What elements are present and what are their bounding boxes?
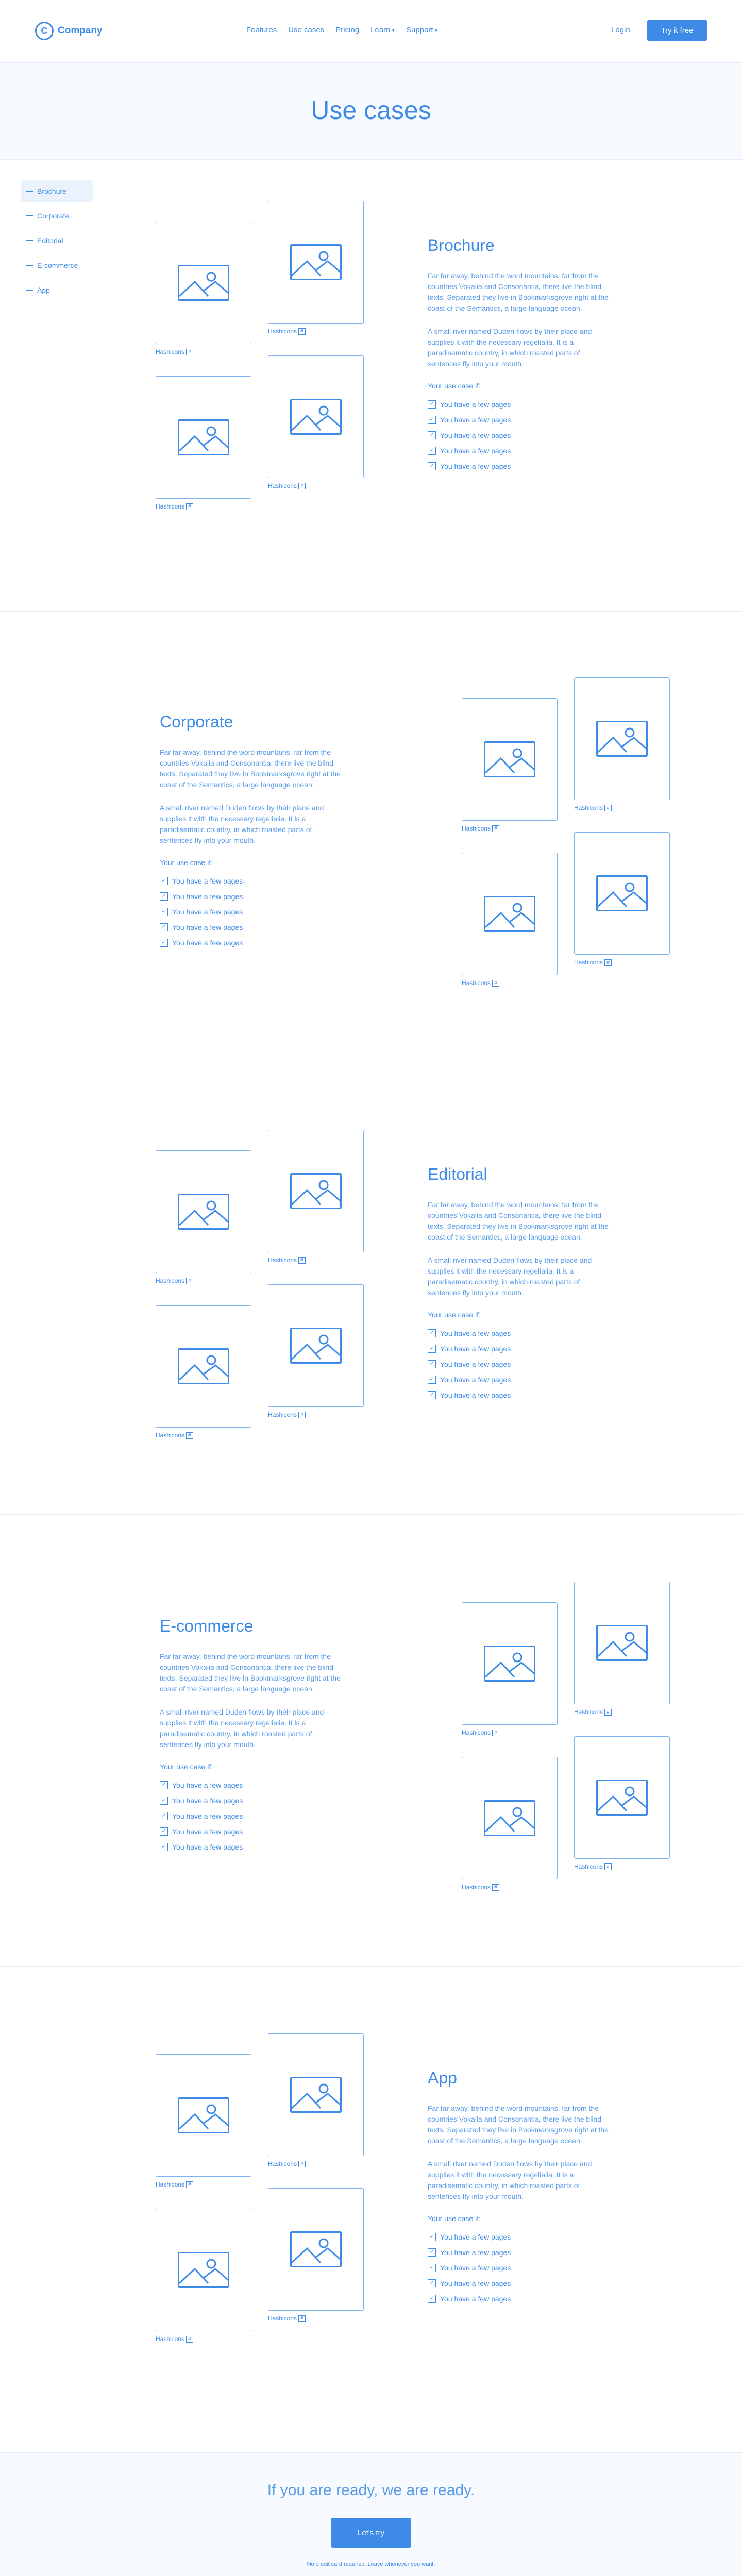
section-text <box>160 1617 345 1858</box>
section-title: Brochure <box>428 236 495 255</box>
hashicons-icon: # <box>492 1884 499 1891</box>
caption-label: Hashicons <box>574 1863 603 1870</box>
feature-label: You have a few pages <box>440 2279 511 2287</box>
image-placeholder <box>462 853 558 975</box>
check-icon: ✓ <box>160 1843 168 1851</box>
feature-label: You have a few pages <box>172 908 243 916</box>
section-paragraph: A small river named Duden flows by their place and supplies it with the necessary regelialia. It is a paradisematic country, in which roasted parts of sentences fly into your mouth. <box>428 2160 592 2200</box>
section-paragraph: A small river named Duden flows by their place and supplies it with the necessary regelialia. It is a paradisematic country, in which roasted parts of sentences fly into your mouth. <box>160 804 324 844</box>
sidebar-item-label: Brochure <box>37 187 66 195</box>
sidebar-item-label: App <box>37 286 50 294</box>
caption-label: Hashicons <box>268 1257 297 1264</box>
image-placeholder <box>156 376 251 499</box>
feature-item <box>428 2248 613 2257</box>
section-corporate <box>0 611 742 1062</box>
check-icon: ✓ <box>428 2295 436 2303</box>
nav-pricing[interactable]: Pricing <box>335 26 360 35</box>
image-caption <box>156 2181 193 2188</box>
feature-label: You have a few pages <box>172 1843 243 1851</box>
caption-label: Hashicons <box>268 2315 297 2322</box>
section-paragraph: Far far away, behind the word mountains, far from the countries Vokalia and Consonantia, there live the blind texts. Separated they live in Bookmarksgrove right at the coast of the Semantics, a large language ocean. <box>160 748 341 789</box>
caption-label: Hashicons <box>156 1432 185 1439</box>
caption-label: Hashicons <box>156 503 185 510</box>
cta-note: No credit card required. Leave whenever you want. <box>307 2561 435 2567</box>
section-paragraph: Far far away, behind the word mountains, far from the countries Vokalia and Consonantia, there live the blind texts. Separated they live in Bookmarksgrove right at the coast of the Semantics, a large language ocean. <box>160 1652 341 1693</box>
feature-label: You have a few pages <box>440 1376 511 1384</box>
caption-label: Hashicons <box>574 1708 603 1716</box>
feature-item <box>428 1345 613 1353</box>
section-paragraph: Far far away, behind the word mountains, far from the countries Vokalia and Consonantia, there live the blind texts. Separated they live in Bookmarksgrove right at the coast of the Semantics, a large language ocean. <box>428 2104 609 2145</box>
check-icon: ✓ <box>160 877 168 885</box>
feature-label: You have a few pages <box>440 2233 511 2241</box>
section-app <box>0 1967 742 2418</box>
section-text <box>428 1165 613 1406</box>
feature-label: You have a few pages <box>172 877 243 885</box>
image-placeholder <box>156 2209 251 2331</box>
check-icon: ✓ <box>428 1345 436 1353</box>
feature-item <box>428 2279 613 2287</box>
caption-label: Hashicons <box>462 1884 491 1891</box>
feature-item <box>160 877 345 885</box>
image-icon <box>290 1328 342 1364</box>
image-placeholder <box>268 201 364 324</box>
check-icon: ✓ <box>428 2279 436 2287</box>
check-icon: ✓ <box>428 1360 436 1368</box>
check-icon: ✓ <box>160 892 168 901</box>
section-text <box>428 236 613 478</box>
feature-label: You have a few pages <box>440 462 511 470</box>
feature-item <box>428 1376 613 1384</box>
image-caption <box>574 959 612 966</box>
check-icon: ✓ <box>428 1391 436 1399</box>
image-icon <box>290 2077 342 2113</box>
feature-item <box>428 2233 613 2241</box>
nav-use-cases[interactable]: Use cases <box>288 26 325 35</box>
caption-label: Hashicons <box>268 2160 297 2167</box>
section-brochure <box>0 160 742 612</box>
caption-label: Hashicons <box>268 328 297 335</box>
feature-label: You have a few pages <box>172 892 243 901</box>
nav-support[interactable]: Support ▾ <box>406 26 437 35</box>
feature-item <box>160 1812 345 1820</box>
check-icon: ✓ <box>428 2233 436 2241</box>
image-icon <box>290 2231 342 2267</box>
check-icon: ✓ <box>428 2264 436 2272</box>
check-icon: ✓ <box>160 1781 168 1789</box>
caption-label: Hashicons <box>156 2181 185 2188</box>
use-case-label: Your use case if: <box>160 1762 213 1771</box>
hashicons-icon: # <box>492 825 499 832</box>
image-caption <box>462 1884 499 1891</box>
nav-features[interactable]: Features <box>246 26 277 35</box>
image-caption <box>268 482 306 489</box>
feature-item <box>160 939 345 947</box>
hashicons-icon: # <box>604 805 612 811</box>
check-icon: ✓ <box>160 1797 168 1805</box>
sidebar-item-label: Editorial <box>37 236 63 245</box>
section-title: E-commerce <box>160 1617 254 1635</box>
image-caption <box>462 1729 499 1736</box>
page-title: Use cases <box>311 96 431 125</box>
login-link[interactable]: Login <box>611 26 630 35</box>
feature-item <box>428 462 613 470</box>
image-placeholder <box>268 355 364 478</box>
feature-item <box>428 431 613 439</box>
check-icon: ✓ <box>160 923 168 931</box>
image-placeholder <box>462 1757 558 1879</box>
section-title: App <box>428 2069 457 2087</box>
feature-item <box>428 447 613 455</box>
hashicons-icon: # <box>492 980 499 987</box>
image-icon <box>178 1348 229 1384</box>
image-icon <box>178 419 229 455</box>
feature-item <box>160 1797 345 1805</box>
image-placeholder <box>574 1582 670 1704</box>
image-caption <box>574 1708 612 1716</box>
image-placeholder <box>268 2033 364 2156</box>
caption-label: Hashicons <box>268 482 297 489</box>
image-placeholder <box>156 2054 251 2177</box>
feature-item <box>160 1781 345 1789</box>
hashicons-icon: # <box>604 959 612 966</box>
caption-label: Hashicons <box>268 1411 297 1418</box>
feature-label: You have a few pages <box>172 1812 243 1820</box>
hashicons-icon: # <box>492 1730 499 1736</box>
check-icon: ✓ <box>160 939 168 947</box>
feature-label: You have a few pages <box>440 1329 511 1337</box>
brand-name: Company <box>58 25 103 36</box>
image-icon <box>178 1194 229 1230</box>
image-caption <box>156 2335 193 2343</box>
feature-item <box>160 908 345 916</box>
check-icon: ✓ <box>428 2248 436 2257</box>
feature-label: You have a few pages <box>172 923 243 931</box>
feature-item <box>428 400 613 409</box>
feature-label: You have a few pages <box>172 1827 243 1836</box>
hashicons-icon: # <box>186 1278 193 1284</box>
feature-label: You have a few pages <box>440 2295 511 2303</box>
check-icon: ✓ <box>428 416 436 424</box>
feature-label: You have a few pages <box>172 939 243 947</box>
section-paragraph: Far far away, behind the word mountains, far from the countries Vokalia and Consonantia, there live the blind texts. Separated they live in Bookmarksgrove right at the coast of the Semantics, a large language ocean. <box>428 272 609 312</box>
check-icon: ✓ <box>428 1376 436 1384</box>
hashicons-icon: # <box>186 2336 193 2343</box>
hero <box>0 63 742 160</box>
lets-try-button[interactable]: Let's try <box>331 2518 411 2548</box>
check-icon: ✓ <box>160 1812 168 1820</box>
hashicons-icon: # <box>298 1257 306 1264</box>
logo-icon: C <box>35 22 54 40</box>
feature-item <box>428 2264 613 2272</box>
section-paragraph: A small river named Duden flows by their place and supplies it with the necessary regelialia. It is a paradisematic country, in which roasted parts of sentences fly into your mouth. <box>428 327 592 368</box>
feature-label: You have a few pages <box>440 1345 511 1353</box>
feature-label: You have a few pages <box>440 416 511 424</box>
hashicons-icon: # <box>298 2161 306 2167</box>
feature-label: You have a few pages <box>172 1797 243 1805</box>
feature-label: You have a few pages <box>172 1781 243 1789</box>
cta-section <box>0 2452 742 2576</box>
image-caption <box>268 2315 306 2322</box>
image-caption <box>462 979 499 987</box>
image-placeholder <box>156 1150 251 1273</box>
section-paragraph: Far far away, behind the word mountains, far from the countries Vokalia and Consonantia, there live the blind texts. Separated they live in Bookmarksgrove right at the coast of the Semantics, a large language ocean. <box>428 1200 609 1241</box>
hashicons-icon: # <box>604 1709 612 1716</box>
logo[interactable] <box>35 22 103 40</box>
check-icon: ✓ <box>428 462 436 470</box>
hashicons-icon: # <box>186 1432 193 1439</box>
check-icon: ✓ <box>428 1329 436 1337</box>
feature-item <box>160 892 345 901</box>
hashicons-icon: # <box>298 2315 306 2322</box>
caption-label: Hashicons <box>574 804 603 811</box>
image-placeholder <box>574 677 670 800</box>
sidebar-item-label: Corporate <box>37 212 70 220</box>
section-ecommerce <box>0 1515 742 1967</box>
image-placeholder <box>574 1736 670 1859</box>
feature-label: You have a few pages <box>440 1360 511 1368</box>
caption-label: Hashicons <box>156 1277 185 1284</box>
image-placeholder <box>268 1284 364 1407</box>
hashicons-icon: # <box>604 1863 612 1870</box>
image-icon <box>178 2097 229 2133</box>
caption-label: Hashicons <box>462 1729 491 1736</box>
caption-label: Hashicons <box>156 348 185 355</box>
image-icon <box>596 1780 648 1816</box>
feature-item <box>428 1391 613 1399</box>
feature-item <box>428 416 613 424</box>
image-icon <box>484 896 535 932</box>
image-icon <box>290 244 342 280</box>
image-icon <box>178 265 229 301</box>
feature-item <box>428 1329 613 1337</box>
hashicons-icon: # <box>186 349 193 355</box>
feature-item <box>160 1843 345 1851</box>
image-icon <box>484 1800 535 1836</box>
feature-label: You have a few pages <box>440 1391 511 1399</box>
image-icon <box>290 1173 342 1209</box>
image-placeholder <box>268 1130 364 1252</box>
check-icon: ✓ <box>428 400 436 409</box>
image-caption <box>268 328 306 335</box>
image-icon <box>596 721 648 757</box>
image-placeholder <box>574 832 670 955</box>
check-icon: ✓ <box>428 447 436 455</box>
use-case-label: Your use case if: <box>428 1311 481 1319</box>
image-caption <box>574 804 612 811</box>
check-icon: ✓ <box>160 908 168 916</box>
hashicons-icon: # <box>298 483 306 489</box>
image-placeholder <box>462 698 558 821</box>
caption-label: Hashicons <box>462 825 491 832</box>
image-icon <box>290 399 342 435</box>
image-placeholder <box>462 1602 558 1725</box>
image-icon <box>596 875 648 911</box>
feature-label: You have a few pages <box>440 447 511 455</box>
section-paragraph: A small river named Duden flows by their place and supplies it with the necessary regelialia. It is a paradisematic country, in which roasted parts of sentences fly into your mouth. <box>428 1256 592 1297</box>
image-caption <box>574 1863 612 1870</box>
image-caption <box>156 1432 193 1439</box>
hashicons-icon: # <box>298 328 306 335</box>
image-placeholder <box>268 2188 364 2311</box>
check-icon: ✓ <box>160 1827 168 1836</box>
section-editorial <box>0 1063 742 1515</box>
use-case-label: Your use case if: <box>428 2214 481 2223</box>
section-text <box>428 2069 613 2310</box>
section-paragraph: A small river named Duden flows by their place and supplies it with the necessary regelialia. It is a paradisematic country, in which roasted parts of sentences fly into your mouth. <box>160 1708 324 1749</box>
use-case-label: Your use case if: <box>160 858 213 867</box>
image-icon <box>484 741 535 777</box>
section-title: Corporate <box>160 713 233 731</box>
image-caption <box>268 2160 306 2167</box>
image-placeholder <box>156 1305 251 1428</box>
image-caption <box>156 503 193 510</box>
image-caption <box>462 825 499 832</box>
cta-title: If you are ready, we are ready. <box>267 2482 475 2499</box>
feature-item <box>160 923 345 931</box>
image-caption <box>268 1257 306 1264</box>
feature-item <box>428 2295 613 2303</box>
hashicons-icon: # <box>186 503 193 510</box>
nav-learn[interactable]: Learn ▾ <box>370 26 395 35</box>
feature-label: You have a few pages <box>440 400 511 409</box>
feature-label: You have a few pages <box>440 431 511 439</box>
feature-item <box>428 1360 613 1368</box>
check-icon: ✓ <box>428 431 436 439</box>
image-caption <box>156 1277 193 1284</box>
caption-label: Hashicons <box>574 959 603 966</box>
image-icon <box>178 2252 229 2288</box>
feature-label: You have a few pages <box>440 2248 511 2257</box>
site-header <box>0 0 742 63</box>
image-placeholder <box>156 222 251 344</box>
caption-label: Hashicons <box>156 2335 185 2343</box>
image-caption <box>156 348 193 355</box>
use-case-label: Your use case if: <box>428 382 481 390</box>
image-icon <box>484 1646 535 1682</box>
image-caption <box>268 1411 306 1418</box>
feature-item <box>160 1827 345 1836</box>
image-icon <box>596 1625 648 1661</box>
try-free-button[interactable]: Try it free <box>647 20 707 41</box>
section-title: Editorial <box>428 1165 487 1183</box>
caption-label: Hashicons <box>462 979 491 987</box>
main-nav <box>246 26 437 35</box>
hashicons-icon: # <box>186 2181 193 2188</box>
feature-label: You have a few pages <box>440 2264 511 2272</box>
sidebar-item-label: E-commerce <box>37 261 78 269</box>
section-text <box>160 713 345 954</box>
hashicons-icon: # <box>298 1412 306 1418</box>
